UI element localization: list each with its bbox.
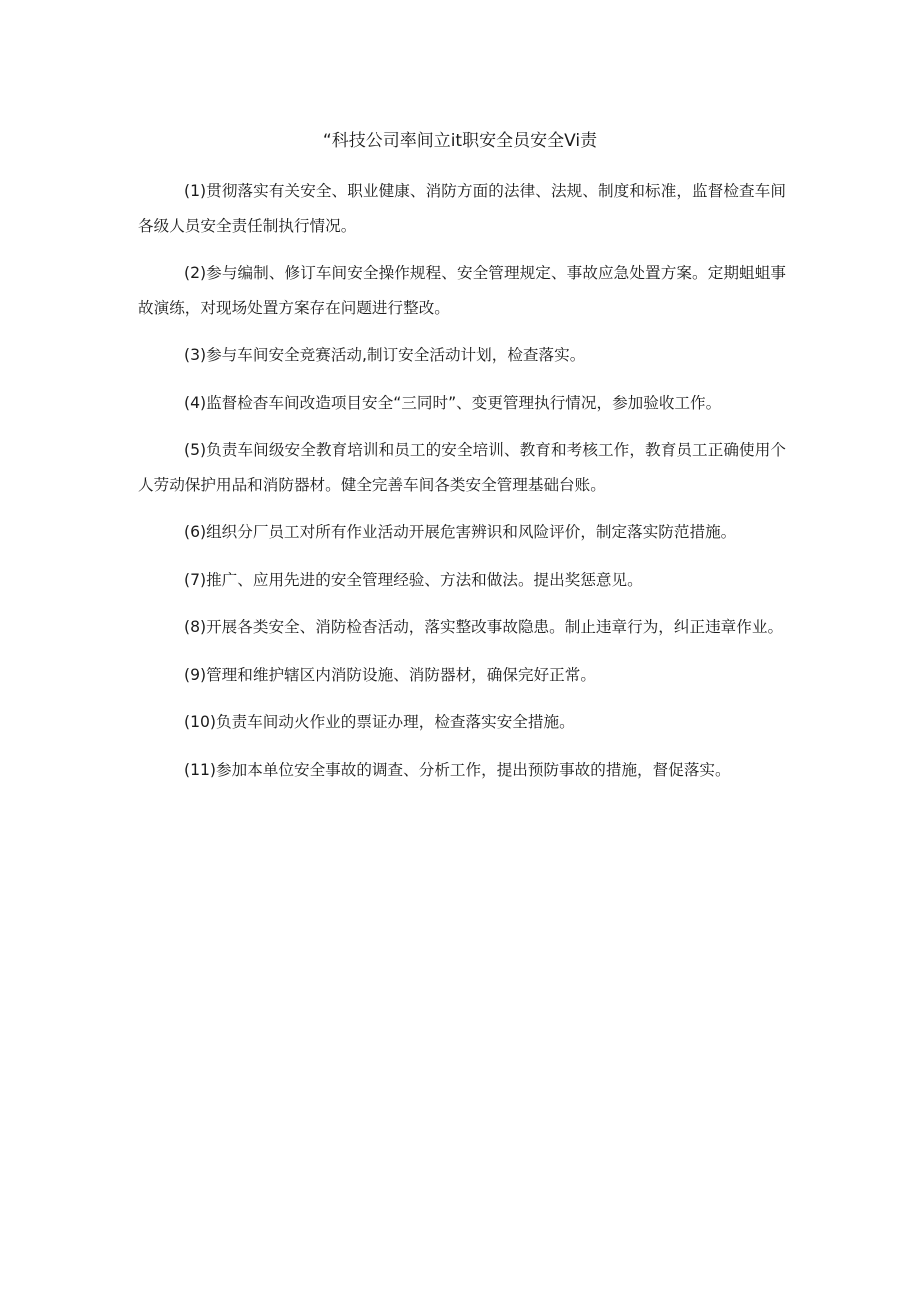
clause-1: (1)贯彻落实有关安全、职业健康、消防方面的法律、法规、制度和标准，监督检查车间各级人员安全责任制执行情况。 xyxy=(138,182,786,235)
clause-6: (6)组织分厂员工对所有作业活动开展危害辨识和风险评价，制定落实防范措施。 xyxy=(184,523,737,541)
clause-7: (7)推广、应用先进的安全管理经验、方法和做法。提出奖惩意见。 xyxy=(184,570,643,589)
clause-5: (5)负责车间级安全教育培训和员工的安全培训、教育和考核工作，教育员工正确使用个人劳动保护用品和消防器材。健全完善车间各类安全管理基础台账。 xyxy=(138,441,786,494)
document-title: “科技公司率间立it职安全员安全Vi责 xyxy=(322,131,598,151)
clause-8: (8)开展各类安全、消防检杳活动，落实整改事故隐患。制止违章行为，纠正违章作业。 xyxy=(184,618,784,636)
clause-4: (4)监督检杳车间改造项目安全“三同时”、变更管理执行情况，参加验收工作。 xyxy=(184,393,722,412)
clause-2: (2)参与编制、修订车间安全操作规程、安全管理规定、事故应急处置方案。定期蛆蛆事故演练，对现场处置方案存在问题进行整改。 xyxy=(138,264,786,317)
clause-11: (11)参加本单位安全事故的调查、分析工作，提出预防事故的措施，督促落实。 xyxy=(184,760,731,779)
document-body xyxy=(138,174,786,800)
clause-10: (10)负责车间动火作业的票证办理，检查落实安全措施。 xyxy=(184,713,575,731)
clause-9: (9)管理和维护辖区内消防设施、消防器材，确保完好正常。 xyxy=(184,665,596,684)
clause-3: (3)参与车间安全竞赛活动,制订安全活动计划，检查落实。 xyxy=(184,346,586,364)
